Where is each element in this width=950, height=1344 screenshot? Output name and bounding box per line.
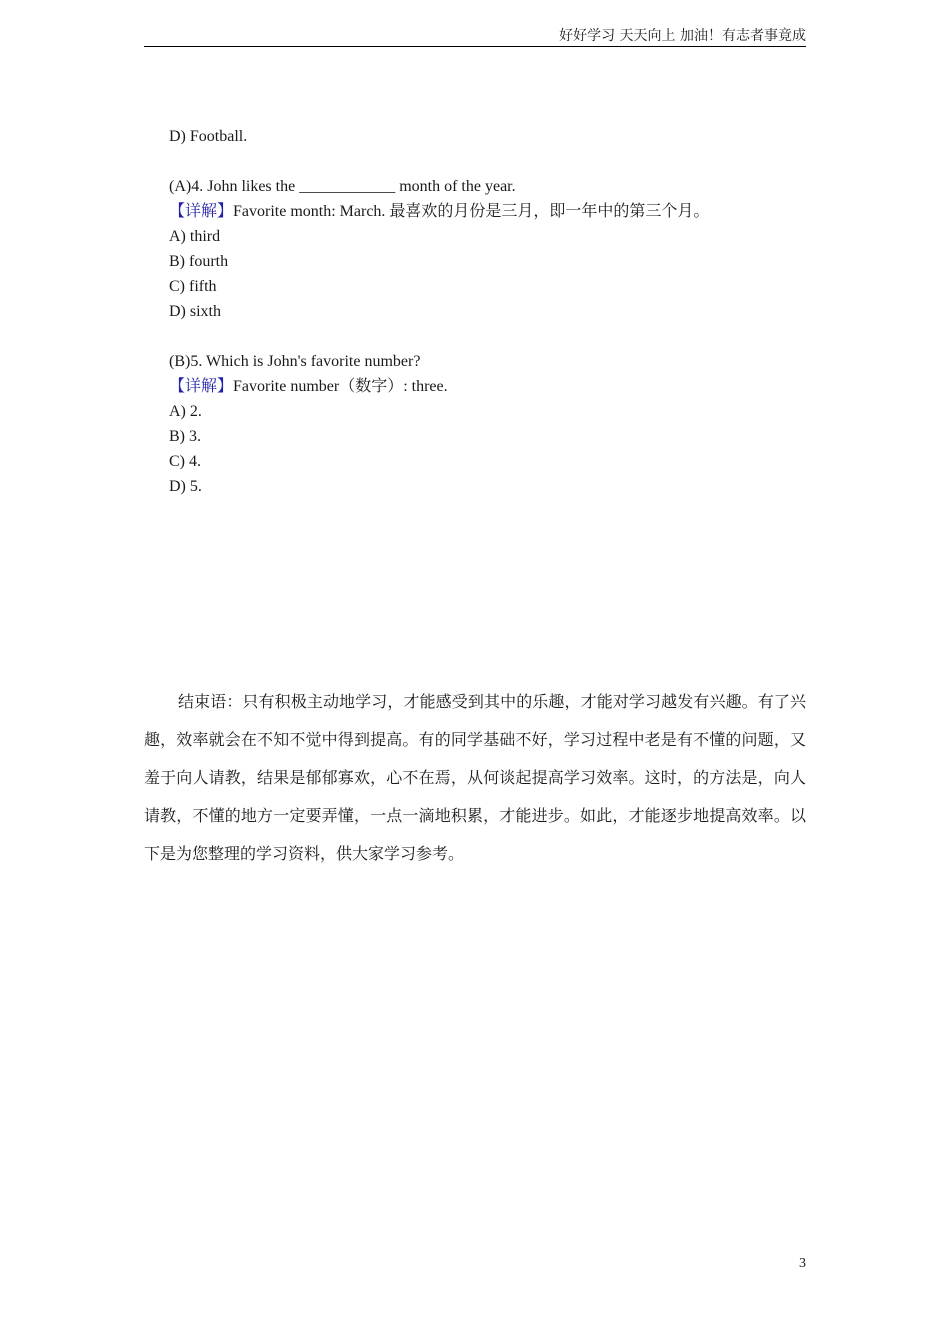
question-content xyxy=(169,124,809,499)
q4-detail-tag: 【详解】 xyxy=(169,203,234,220)
q5-question: (B)5. Which is John's favorite number? xyxy=(169,353,421,370)
q5-option-a: A) 2. xyxy=(169,403,202,420)
q5-detail-text: Favorite number（数字）: three. xyxy=(233,378,448,395)
q5-option-c: C) 4. xyxy=(169,453,201,470)
q5-option-d: D) 5. xyxy=(169,478,202,495)
q4-option-b: B) fourth xyxy=(169,253,229,270)
q4-option-a: A) third xyxy=(169,228,221,245)
header-text: 好好学习 天天向上 加油！有志者事竟成 xyxy=(559,28,806,44)
spacer xyxy=(169,149,809,174)
q4-option-c: C) fifth xyxy=(169,278,217,295)
spacer xyxy=(169,324,809,349)
q4-detail-text: Favorite month: March. 最喜欢的月份是三月，即一年中的第三个月。 xyxy=(233,203,710,220)
q5-detail-tag: 【详解】 xyxy=(169,378,234,395)
q3-option-d: D) Football. xyxy=(169,128,248,145)
page-header xyxy=(144,26,806,47)
q4-question: (A)4. John likes the ____________ month of the year. xyxy=(169,178,516,195)
q4-detail xyxy=(169,199,809,224)
q4-option-d: D) sixth xyxy=(169,303,221,320)
q5-option-b: B) 3. xyxy=(169,428,201,445)
q5-detail xyxy=(169,374,809,399)
closing-paragraph: 结束语：只有积极主动地学习，才能感受到其中的乐趣，才能对学习越发有兴趣。有了兴趣，效率就会在不知不觉中得到提高。有的同学基础不好，学习过程中老是有不懂的问题，又羞于向人请教，结果是郁郁寡欢，心不在焉，从何谈起提高学习效率。这时，的方法是，向人请教，不懂的地方一定要弄懂，一点一滴地积累，才能进步。如此，才能逐步地提高效率。以下是为您整理的学习资料，供大家学习参考。 xyxy=(144,692,806,863)
page-number: 3 xyxy=(799,1256,806,1271)
